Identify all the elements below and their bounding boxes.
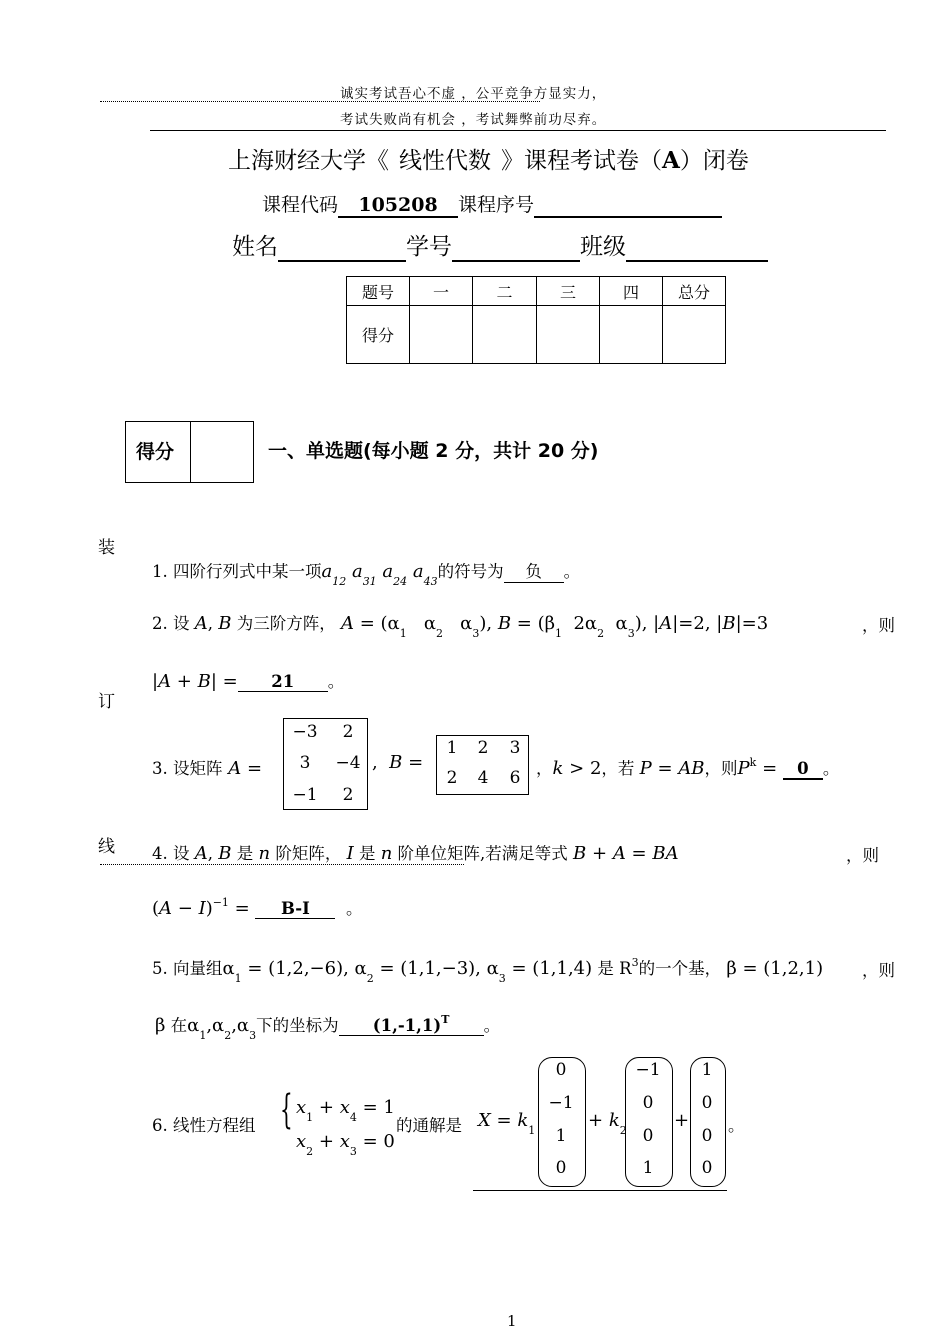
q6-mid: 的通解是 bbox=[396, 1116, 462, 1135]
q2-line2: |A + B| = 21 。 bbox=[152, 671, 345, 692]
page-number: 1 bbox=[507, 1312, 517, 1330]
name-field[interactable] bbox=[278, 234, 406, 262]
section1-score-label: 得分 bbox=[136, 441, 175, 463]
q5-line2: β 在$\alpha_1,\alpha_2,\alpha_3$下的坐标为 $(1,-1,1)^T$ 。 bbox=[155, 1013, 501, 1042]
q2-answer: 21 bbox=[238, 672, 328, 692]
binding-mark-xian: 线 bbox=[98, 837, 115, 857]
section1-score-box bbox=[125, 421, 254, 483]
binding-dotted-line-top bbox=[100, 101, 540, 102]
header-rule bbox=[150, 130, 886, 131]
paper-letter: A bbox=[662, 147, 680, 174]
score-col-2: 二 bbox=[473, 277, 537, 306]
question-5: 5. 向量组$\alpha_1 = (1,2,-6)$, $\alpha_2 = (1,1,-3)$, $\alpha_3 = (1,1,4)$ 是 $R^3$的一个基， β = (1,2,1) bbox=[152, 956, 824, 985]
binding-mark-ding: 订 bbox=[98, 692, 115, 712]
motto-line-1: 诚实考试吾心不虚 ，公平竞争方显实力， bbox=[340, 86, 607, 102]
binding-mark-zhuang: 装 bbox=[98, 538, 115, 558]
student-id-field[interactable] bbox=[452, 234, 580, 262]
score-table-header-label: 题号 bbox=[347, 277, 410, 306]
course-name: 线性代数 bbox=[399, 148, 491, 174]
course-code-row bbox=[262, 190, 722, 218]
student-id-label: 学号 bbox=[406, 234, 452, 260]
q3-answer: 0 bbox=[783, 759, 823, 780]
course-seq-field[interactable] bbox=[534, 194, 722, 218]
score-col-total: 总分 bbox=[663, 277, 726, 306]
q1-answer: 负 bbox=[504, 558, 564, 583]
score-cell-1[interactable] bbox=[410, 306, 473, 364]
score-col-4: 四 bbox=[600, 277, 663, 306]
class-label: 班级 bbox=[580, 234, 626, 260]
score-cell-total[interactable] bbox=[663, 306, 726, 364]
title-suffix: 》课程考试卷（ bbox=[501, 148, 662, 174]
q6-eq-1: $x_1 + x_4 = 1$ bbox=[296, 1097, 395, 1124]
binding-dotted-line-bottom bbox=[100, 864, 464, 865]
score-cell-4[interactable] bbox=[600, 306, 663, 364]
score-row-label: 得分 bbox=[347, 306, 410, 364]
section1-title: 一、单选题(每小题 2 分，共计 20 分) bbox=[268, 440, 599, 462]
q6-answer-underline bbox=[473, 1190, 727, 1191]
score-cell-3[interactable] bbox=[537, 306, 600, 364]
q5-then: ，则 bbox=[862, 961, 895, 980]
question-3: 3. 设矩阵 A = bbox=[152, 758, 263, 779]
name-label: 姓名 bbox=[232, 234, 278, 260]
question-6: 6. 线性方程组 bbox=[152, 1116, 256, 1135]
title-end: ）闭卷 bbox=[679, 148, 749, 174]
q6-eq-2: $x_2 + x_3 = 0$ bbox=[296, 1131, 395, 1158]
course-code-label: 课程代码 bbox=[262, 194, 339, 216]
exam-title bbox=[228, 142, 749, 175]
q3-condition: ，k > 2，若 P = AB，则$P^k = 0$ 。 bbox=[536, 756, 840, 779]
q4-then: ，则 bbox=[846, 846, 879, 865]
q4-line2: $(A - I)^{-1} = B-I$ 。 bbox=[152, 896, 363, 919]
score-cell-2[interactable] bbox=[473, 306, 537, 364]
question-2: 2. 设 A, B 为三阶方阵， $A = (\alpha_1$ $\alpha_2$ $\alpha_3$), $B = (\beta_1$ $2\alpha_2$ $\alpha_3$), |A|=2, |B|=3 bbox=[152, 613, 769, 640]
course-code-value: 105208 bbox=[338, 194, 458, 218]
score-col-3: 三 bbox=[537, 277, 600, 306]
score-table bbox=[346, 276, 726, 364]
score-col-1: 一 bbox=[410, 277, 473, 306]
question-4: 4. 设 A, B 是 n 阶矩阵， I 是 n 阶单位矩阵,若满足等式 B + A = BA bbox=[152, 843, 679, 864]
student-info-row bbox=[232, 228, 768, 262]
q6-system-brace: { bbox=[280, 1087, 293, 1133]
title-prefix: 上海财经大学《 bbox=[228, 148, 389, 174]
section1-score-input[interactable] bbox=[191, 422, 253, 482]
q4-answer: B-I bbox=[255, 899, 335, 919]
question-1: 1. 四阶行列式中某一项$a_{12}$ $a_{31}$ $a_{24}$ $a_{43}$的符号为 负 。 bbox=[152, 558, 580, 583]
q6-end: 。 bbox=[728, 1116, 745, 1135]
q2-then: ，则 bbox=[862, 616, 895, 635]
course-seq-label: 课程序号 bbox=[458, 194, 535, 216]
motto-line-2: 考试失败尚有机会 ，考试舞弊前功尽弃。 bbox=[340, 112, 607, 128]
q5-answer: $(1,-1,1)^T$ bbox=[339, 1016, 484, 1036]
class-field[interactable] bbox=[626, 234, 768, 262]
